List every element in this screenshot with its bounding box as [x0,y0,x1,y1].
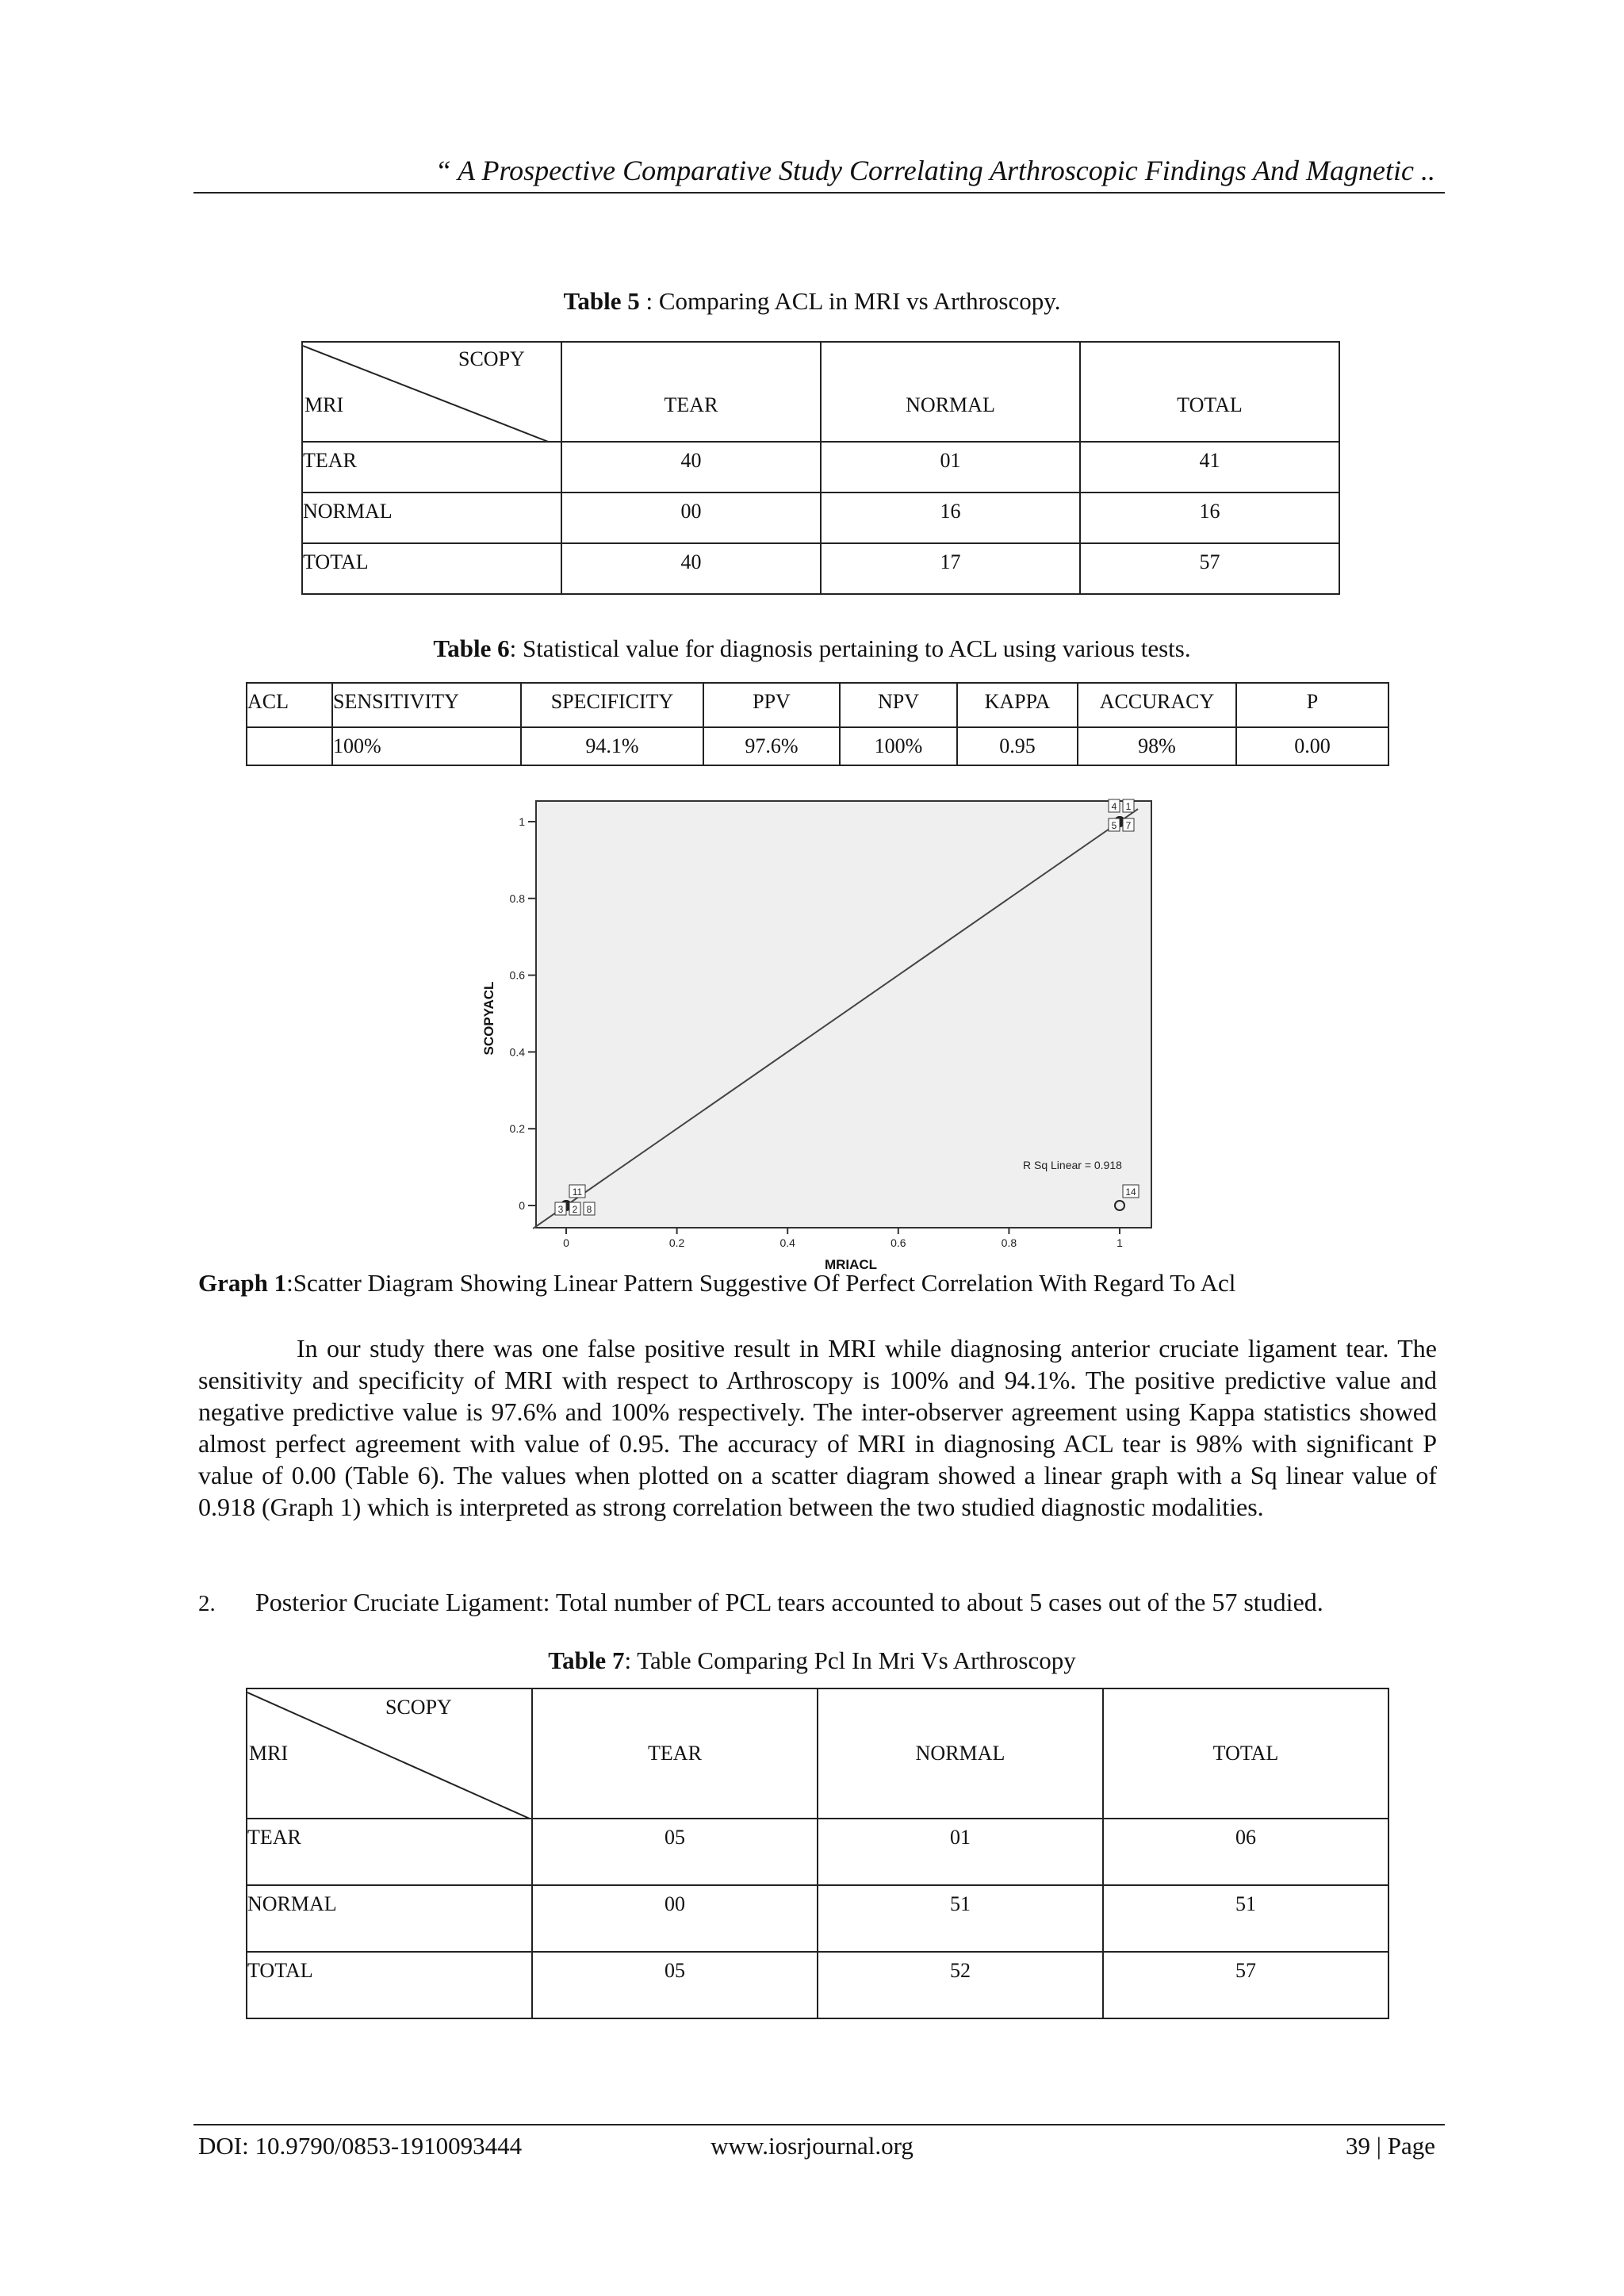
table5-col-tear: TEAR [561,342,821,442]
table6-header-row [247,683,1388,727]
table-row [302,543,1339,594]
table7-row-label: TEAR [247,1819,532,1885]
table7-col-normal: NORMAL [818,1688,1103,1819]
point-label: 7 [1125,820,1132,831]
table6-cell: 100% [332,727,521,765]
table5-cell: 57 [1080,543,1339,594]
table6-header: KAPPA [957,683,1078,727]
table6-cell: 97.6% [703,727,840,765]
table6-header: SPECIFICITY [521,683,703,727]
graph1-caption [198,1269,1235,1297]
table7-cell: 57 [1103,1952,1388,2018]
table6 [246,682,1389,766]
table7-cell: 05 [532,1819,818,1885]
table5-cell: 16 [1080,493,1339,543]
point-label: 2 [572,1204,578,1215]
table7-caption-label: Table 7 [548,1646,625,1674]
table6-caption-label: Table 6 [433,634,510,662]
x-tick-label: 0 [563,1236,569,1249]
y-tick-label: 0.2 [509,1122,525,1136]
scatter-plot [476,796,1174,1272]
point-label: 14 [1125,1186,1136,1198]
table5-caption-label: Table 5 [563,287,640,315]
point-label: 5 [1111,820,1117,831]
item-number: 2. [198,1591,216,1616]
graph1-caption-text: :Scatter Diagram Showing Linear Pattern Suggestive Of Perfect Correlation With Regard To Acl [286,1269,1236,1297]
table7-corner-bottom: MRI [249,1742,289,1765]
table5-row-label: TOTAL [302,543,561,594]
table7-corner-top: SCOPY [385,1696,452,1719]
table5 [301,341,1340,595]
table6-caption [0,634,1624,663]
table5-cell: 16 [821,493,1080,543]
table5-caption-text: : Comparing ACL in MRI vs Arthroscopy. [639,287,1061,315]
table6-header: P [1236,683,1388,727]
table6-header: ACCURACY [1078,683,1236,727]
x-tick-label: 0.6 [891,1236,906,1249]
table6-caption-text: : Statistical value for diagnosis pertaining to ACL using various tests. [509,634,1191,662]
x-tick-label: 1 [1116,1236,1123,1249]
table6-cell [247,727,332,765]
table7-row-label: NORMAL [247,1885,532,1952]
table5-col-normal: NORMAL [821,342,1080,442]
table5-row-label: NORMAL [302,493,561,543]
body-paragraph: In our study there was one false positive result in MRI while diagnosing anterior cruciate ligament tear. The sensitivity and specificity of MRI with respect to Arthroscopy is 100% and 94.1%. The positive predictive value and negative predictive value is 97.6% and 100% respectively. The inter-observer agreement using Kappa statistics showed almost perfect agreement with value of 0.95. The accuracy of MRI in diagnosing ACL tear is 98% with significant P value of 0.00 (Table 6). The values when plotted on a scatter diagram showed a linear graph with a Sq linear value of 0.918 (Graph 1) which is interpreted as strong correlation between the two studied diagnostic modalities. [198,1334,1437,1521]
table7 [246,1688,1389,2019]
table6-cell: 94.1% [521,727,703,765]
point-label: 3 [557,1204,564,1215]
y-tick-label: 0 [519,1199,525,1212]
table7-cell: 52 [818,1952,1103,2018]
point-label: 4 [1111,801,1117,812]
table6-header: ACL [247,683,332,727]
table6-cell: 98% [1078,727,1236,765]
running-title: “ A Prospective Comparative Study Correlating Arthroscopic Findings And Magnetic .. [435,155,1435,186]
table6-header: NPV [840,683,957,727]
table6-cell: 0.00 [1236,727,1388,765]
table-row [302,442,1339,493]
table5-corner-bottom: MRI [304,393,344,416]
table5-cell: 00 [561,493,821,543]
table5-corner-top: SCOPY [458,347,525,370]
table7-col-tear: TEAR [532,1688,818,1819]
table7-corner-cell [247,1688,532,1819]
y-tick-label: 0.6 [509,968,525,982]
table7-cell: 06 [1103,1819,1388,1885]
footer-page: 39 | Page [1346,2132,1435,2160]
point-label: 8 [586,1204,592,1215]
table7-cell: 00 [532,1885,818,1952]
footer-rule [193,2124,1445,2125]
table-row [247,1819,1388,1885]
table5-cell: 01 [821,442,1080,493]
table7-caption-text: : Table Comparing Pcl In Mri Vs Arthroscopy [624,1646,1076,1674]
y-tick-label: 0.8 [509,891,525,905]
table6-cell: 100% [840,727,957,765]
graph1-caption-label: Graph 1 [198,1269,287,1297]
table-row [247,1885,1388,1952]
table-row [247,727,1388,765]
table7-cell: 01 [818,1819,1103,1885]
table-row [247,1952,1388,2018]
table7-cell: 51 [1103,1885,1388,1952]
x-tick-label: 0.2 [668,1236,685,1249]
y-tick-label: 1 [519,815,525,828]
graph1-chart [476,796,1174,1272]
table5-cell: 40 [561,442,821,493]
table5-corner-cell [302,342,561,442]
x-axis-label: MRIACL [824,1257,878,1272]
table5-cell: 40 [561,543,821,594]
table7-header-row [247,1688,1388,1819]
footer-website: www.iosrjournal.org [710,2132,914,2160]
table5-row-label: TEAR [302,442,561,493]
r-squared-annotation: R Sq Linear = 0.918 [1023,1159,1122,1171]
table7-cell: 05 [532,1952,818,2018]
y-axis-label: SCOPYACL [481,981,496,1056]
y-tick-label: 0.4 [509,1045,525,1059]
table7-caption [0,1646,1624,1675]
x-tick-label: 0.4 [779,1236,795,1249]
x-tick-label: 0.8 [1001,1236,1017,1249]
table5-caption [0,287,1624,316]
table7-cell: 51 [818,1885,1103,1952]
table6-cell: 0.95 [957,727,1078,765]
table5-cell: 17 [821,543,1080,594]
table5-header-row [302,342,1339,442]
item-text: Posterior Cruciate Ligament: Total number of PCL tears accounted to about 5 cases out of the 57 studied. [255,1588,1323,1616]
header-rule [193,192,1445,194]
table7-col-total: TOTAL [1103,1688,1388,1819]
table7-row-label: TOTAL [247,1952,532,2018]
table5-col-total: TOTAL [1080,342,1339,442]
point-label: 1 [1125,801,1132,812]
table6-header: PPV [703,683,840,727]
table5-cell: 41 [1080,442,1339,493]
footer-doi: DOI: 10.9790/0853-1910093444 [198,2132,523,2160]
table-row [302,493,1339,543]
point-label: 11 [572,1186,583,1198]
numbered-item [198,1586,1437,1619]
table6-header: SENSITIVITY [332,683,521,727]
